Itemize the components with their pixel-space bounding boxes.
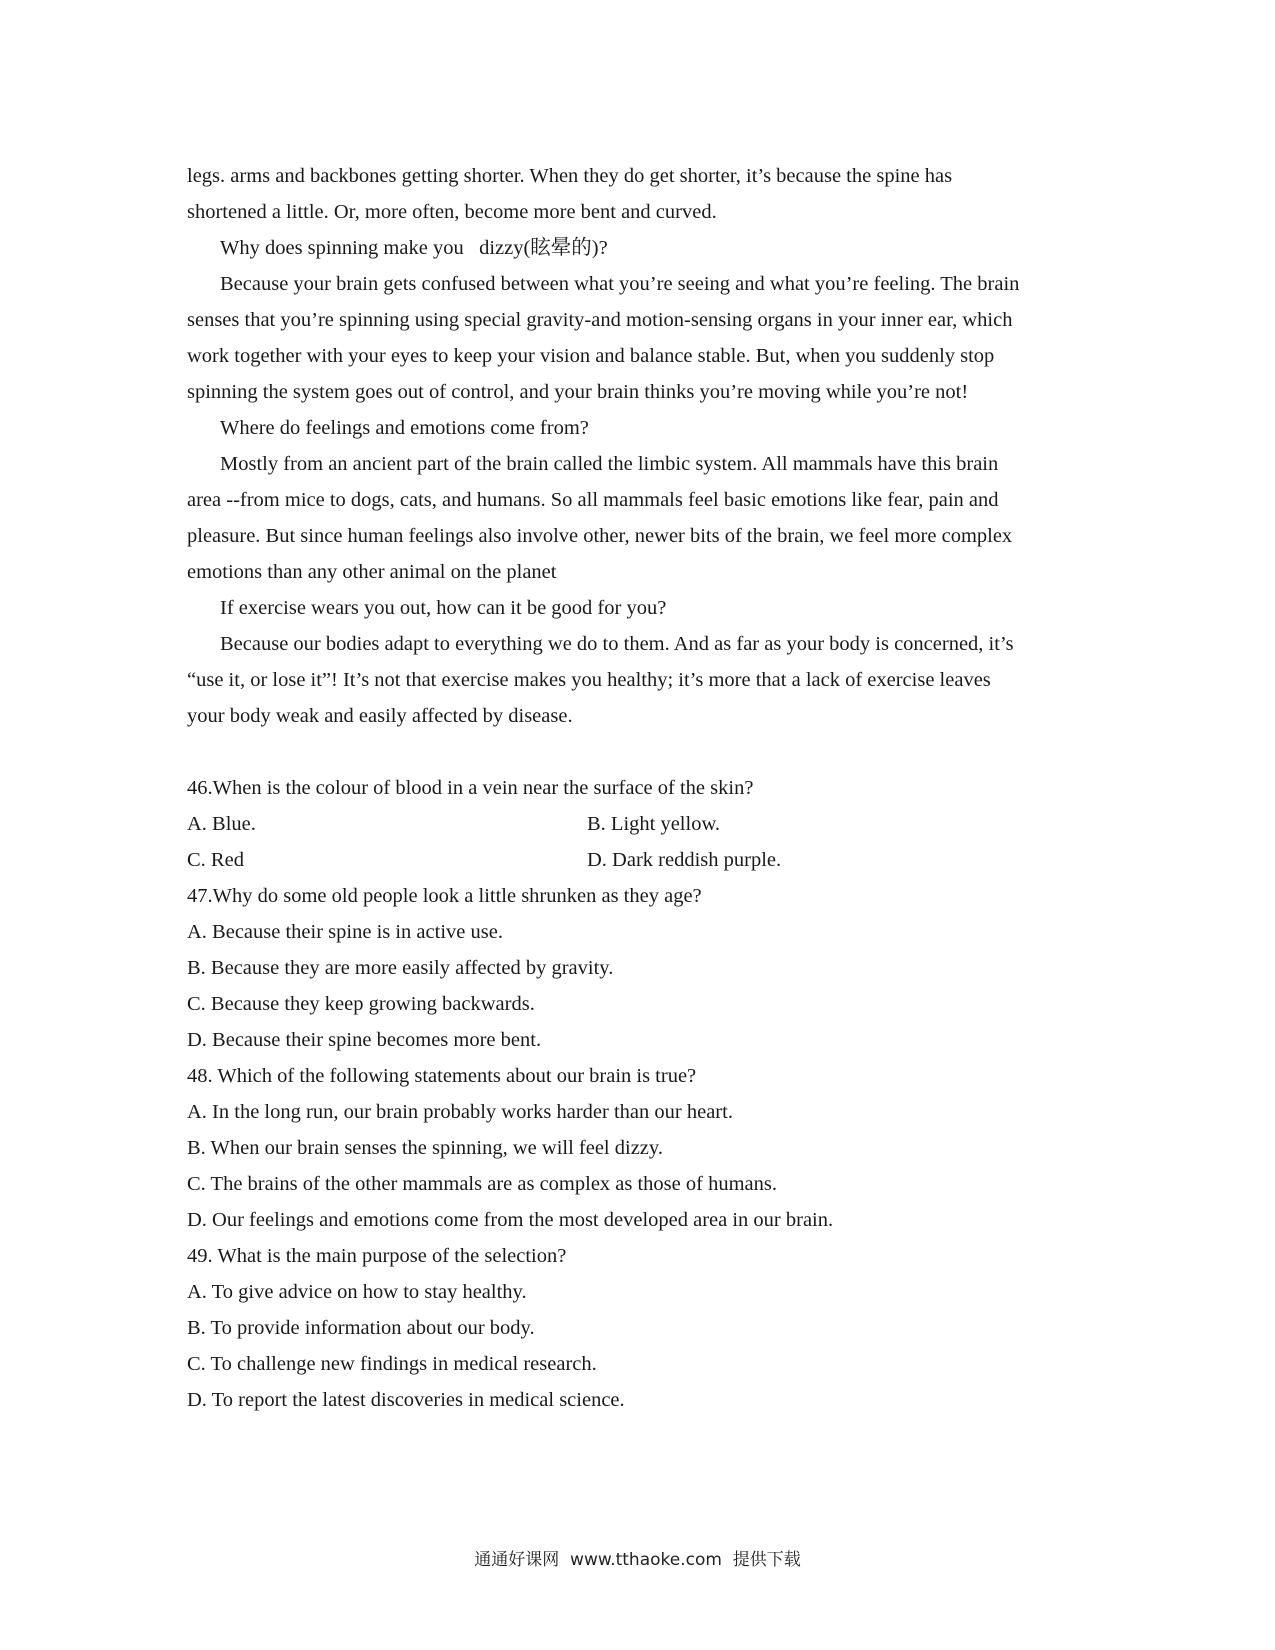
passage-line: senses that you’re spinning using special gravity-and motion-sensing organs in your inner ear, which — [187, 309, 1013, 331]
question-stem: 48. Which of the following statements about our brain is true? — [187, 1065, 697, 1087]
option-c: C. Because they keep growing backwards. — [187, 993, 535, 1015]
question-48 — [187, 1058, 1087, 1238]
option-d: D. Our feelings and emotions come from the most developed area in our brain. — [187, 1209, 834, 1231]
reading-passage — [187, 158, 1087, 734]
option-c: C. Red — [187, 849, 244, 871]
option-row — [187, 842, 1087, 878]
option-b: B. Because they are more easily affected by gravity. — [187, 957, 614, 979]
option-a: A. Blue. — [187, 813, 256, 835]
question-stem: 49. What is the main purpose of the selection? — [187, 1245, 567, 1267]
passage-line: your body weak and easily affected by disease. — [187, 705, 573, 727]
option-b: B. When our brain senses the spinning, we will feel dizzy. — [187, 1137, 663, 1159]
passage-line: emotions than any other animal on the planet — [187, 561, 557, 583]
passage-line: Because your brain gets confused between what you’re seeing and what you’re feeling. The brain — [220, 273, 1020, 295]
passage-subheading: Where do feelings and emotions come from? — [220, 417, 589, 439]
question-stem: 46.When is the colour of blood in a vein near the surface of the skin? — [187, 777, 754, 799]
question-47 — [187, 878, 1087, 1058]
passage-line: spinning the system goes out of control, and your brain thinks you’re moving while you’re not! — [187, 381, 969, 403]
passage-subheading: If exercise wears you out, how can it be good for you? — [220, 597, 667, 619]
passage-subheading: Why does spinning make you dizzy(眩晕的)? — [220, 237, 608, 259]
passage-line: shortened a little. Or, more often, become more bent and curved. — [187, 201, 717, 223]
passage-line: Because our bodies adapt to everything we do to them. And as far as your body is concerned, it’s — [220, 633, 1014, 655]
passage-line: area --from mice to dogs, cats, and humans. So all mammals feel basic emotions like fear, pain and — [187, 489, 999, 511]
passage-line: Mostly from an ancient part of the brain called the limbic system. All mammals have this brain — [220, 453, 999, 475]
option-a: A. To give advice on how to stay healthy. — [187, 1281, 527, 1303]
option-a: A. Because their spine is in active use. — [187, 921, 503, 943]
passage-line: legs. arms and backbones getting shorter. When they do get shorter, it’s because the spine has — [187, 165, 953, 187]
document-page — [187, 158, 1087, 1418]
option-c: C. To challenge new findings in medical research. — [187, 1353, 597, 1375]
question-stem: 47.Why do some old people look a little shrunken as they age? — [187, 885, 702, 907]
option-b: B. To provide information about our body. — [187, 1317, 535, 1339]
option-d: D. To report the latest discoveries in medical science. — [187, 1389, 625, 1411]
option-b: B. Light yellow. — [587, 813, 721, 835]
option-d: D. Dark reddish purple. — [587, 849, 782, 871]
question-46 — [187, 770, 1087, 878]
option-d: D. Because their spine becomes more bent. — [187, 1029, 542, 1051]
option-c: C. The brains of the other mammals are as complex as those of humans. — [187, 1173, 777, 1195]
option-a: A. In the long run, our brain probably works harder than our heart. — [187, 1101, 733, 1123]
passage-line: pleasure. But since human feelings also involve other, newer bits of the brain, we feel more complex — [187, 525, 1013, 547]
passage-line: “use it, or lose it”! It’s not that exercise makes you healthy; it’s more that a lack of exercise leaves — [187, 669, 991, 691]
passage-line: work together with your eyes to keep your vision and balance stable. But, when you suddenly stop — [187, 345, 995, 367]
question-49 — [187, 1238, 1087, 1418]
section-spacer — [187, 734, 1087, 770]
page-footer: 通通好课网 www.tthaoke.com 提供下载 — [474, 1550, 801, 1570]
option-row — [187, 806, 1087, 842]
